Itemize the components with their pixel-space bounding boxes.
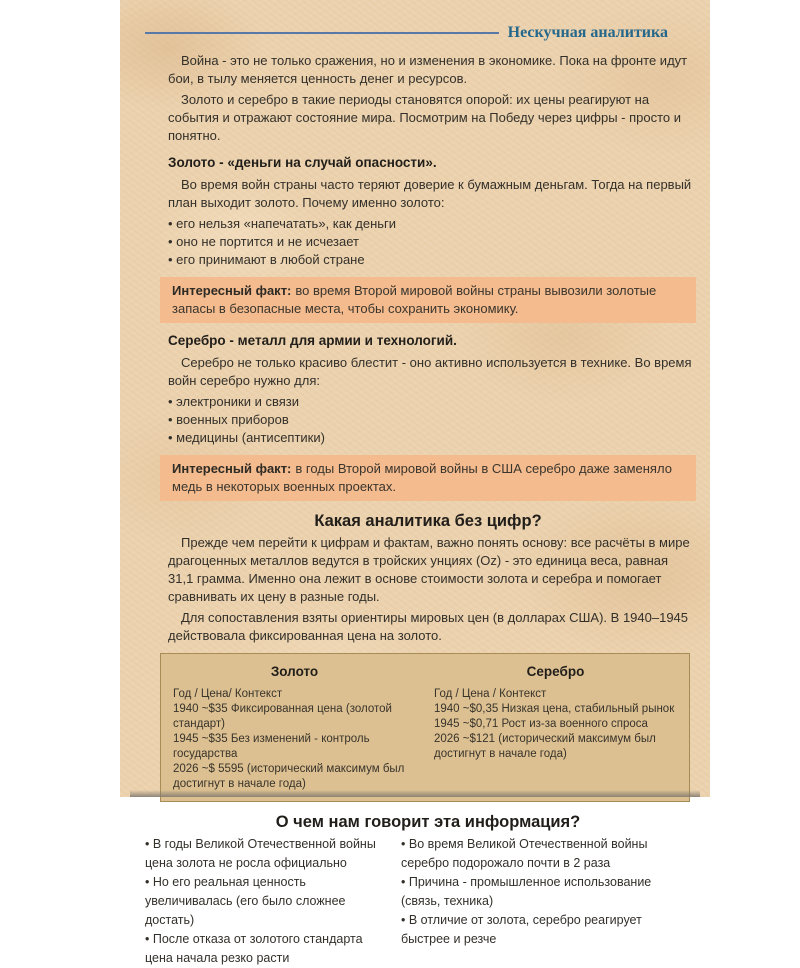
document-page: [120, 0, 710, 965]
numbers-paragraph-2: Для сопоставления взяты ориентиры мировых цен (в долларах США). В 1940–1945 действовала фиксированная цена на золото.: [168, 610, 689, 643]
gold-column-header: Год / Цена/ Контекст: [173, 688, 283, 700]
brand-title: Нескучная аналитика: [507, 24, 668, 41]
intro-paragraph-1: Война - это не только сражения, но и изменения в экономике. Пока на фронте идут бои, в тылу меняется ценность денег и ресурсов.: [168, 53, 688, 86]
fact-text: в годы Второй мировой войны в США серебро даже заменяло медь в некоторых военных проектах.: [172, 461, 672, 494]
intro-paragraph-2: Золото и серебро в такие периоды становятся опорой: их цены реагируют на события и отражают состояние мира. Посмотрим на Победу через цифры - просто и понятно.: [168, 92, 682, 143]
silver-fact-box: [160, 455, 696, 501]
conclusion-columns: [145, 835, 696, 968]
conclusion-item: • После отказа от золотого стандарта цена начала резко расти: [145, 930, 385, 968]
page-header: [145, 24, 696, 42]
conclusion-right-column: [401, 835, 663, 968]
silver-price-row: 2026 ~$121 (исторический максимум был достигнут в начале года): [434, 733, 656, 760]
conclusion-item: • Но его реальная ценность увеличивалась (его было сложнее достать): [145, 873, 385, 930]
silver-bullet-list: [168, 393, 696, 447]
silver-lead-paragraph: Серебро не только красиво блестит - оно активно используется в технике. Во время войн серебро нужно для:: [168, 355, 692, 388]
header-rule: [145, 32, 499, 34]
gold-bullet-item: • его принимают в любой стране: [168, 251, 696, 269]
silver-bullet-item: • медицины (антисептики): [168, 429, 696, 447]
gold-bullet-list: [168, 215, 696, 269]
price-table: [160, 653, 690, 802]
gold-lead-paragraph: Во время войн страны часто теряют доверие к бумажным деньгам. Тогда на первый план выходит золото. Почему именно золото:: [168, 177, 692, 210]
fact-text: во время Второй мировой войны страны вывозили золотые запасы в безопасные места, чтобы сохранить экономику.: [172, 283, 657, 316]
silver-price-row: 1940 ~$0,35 Низкая цена, стабильный рынок: [434, 703, 675, 715]
gold-price-row: 1945 ~$35 Без изменений - контроль государства: [173, 733, 370, 760]
numbers-paragraph-1: Прежде чем перейти к цифрам и фактам, важно понять основу: все расчёты в мире драгоценных металлов ведутся в тройских унциях (Oz) - это единица веса, равная 31,1 грамма. Именно она лежит в основе стоимости золота и серебра и помогает сравнивать их цену в разные годы.: [168, 535, 690, 604]
conclusion-left-column: [145, 835, 385, 968]
gold-bullet-item: • оно не портится и не исчезает: [168, 233, 696, 251]
conclusion-item: • В годы Великой Отечественной войны цена золота не росла официально: [145, 835, 385, 873]
conclusion-section-heading: О чем нам говорит эта информация?: [275, 813, 581, 831]
silver-section-heading: Серебро - металл для армии и технологий.: [168, 333, 457, 348]
silver-bullet-item: • электроники и связи: [168, 393, 696, 411]
gold-column-title: Золото: [270, 664, 319, 679]
silver-bullet-item: • военных приборов: [168, 411, 696, 429]
conclusion-item: • Причина - промышленное использование (связь, техника): [401, 873, 663, 911]
fact-label: Интересный факт:: [172, 461, 292, 476]
numbers-section-heading: Какая аналитика без цифр?: [314, 512, 542, 530]
silver-price-row: 1945 ~$0,71 Рост из-за военного спроса: [434, 718, 648, 730]
silver-column-title: Серебро: [526, 664, 585, 679]
price-table-silver-column: [434, 660, 677, 792]
silver-column-header: Год / Цена / Контекст: [434, 688, 547, 700]
gold-price-row: 1940 ~$35 Фиксированная цена (золотой стандарт): [173, 703, 392, 730]
conclusion-item: • В отличие от золота, серебро реагирует быстрее и резче: [401, 911, 663, 949]
price-table-gold-column: [173, 660, 416, 792]
gold-fact-box: [160, 277, 696, 323]
gold-price-row: 2026 ~$ 5595 (исторический максимум был достигнут в начале года): [173, 763, 405, 790]
gold-bullet-item: • его нельзя «напечатать», как деньги: [168, 215, 696, 233]
fact-label: Интересный факт:: [172, 283, 292, 298]
gold-section-heading: Золото - «деньги на случай опасности».: [168, 155, 437, 170]
conclusion-item: • Во время Великой Отечественной войны серебро подорожало почти в 2 раза: [401, 835, 663, 873]
